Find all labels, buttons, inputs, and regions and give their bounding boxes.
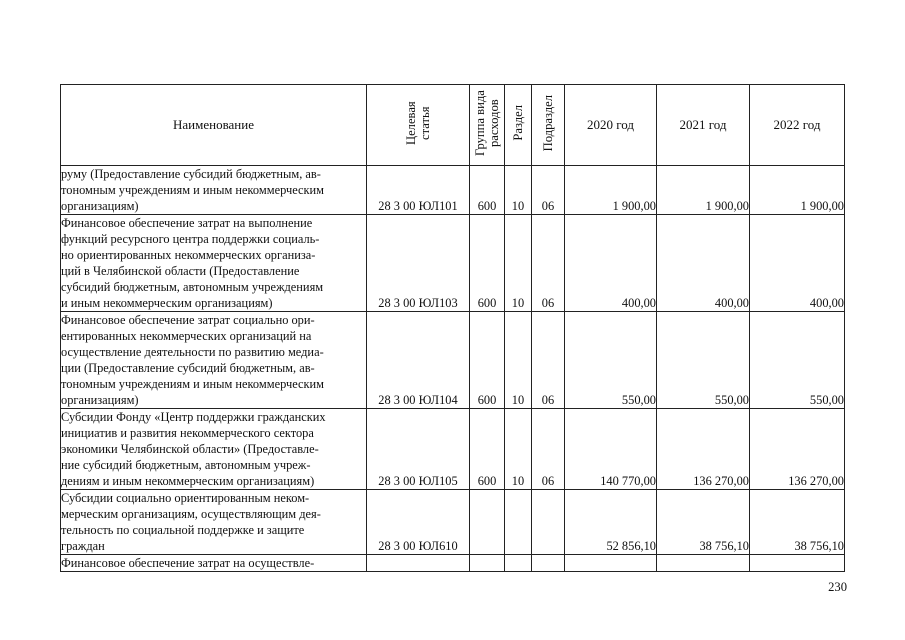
row-subsection: 06	[532, 409, 565, 490]
row-amount-2022: 550,00	[750, 312, 845, 409]
row-target-code: 28 3 00 ЮЛ103	[367, 215, 470, 312]
row-section: 10	[505, 409, 532, 490]
row-name-line: граждан	[61, 539, 105, 553]
row-name-cell	[61, 166, 367, 215]
row-name-line: осуществление деятельности по развитию медиа-	[61, 345, 324, 359]
table-row	[61, 409, 845, 490]
table-body	[61, 166, 845, 572]
row-name-line: ций в Челябинской области (Предоставление	[61, 264, 300, 278]
row-name-line: ние субсидий бюджетным, автономным учреж-	[61, 458, 311, 472]
header-section-cell	[505, 85, 532, 166]
header-year-2022: 2022 год	[750, 85, 845, 166]
row-subsection	[532, 490, 565, 555]
table-row	[61, 490, 845, 555]
row-name-line: ции (Предоставление субсидий бюджетным, ав-	[61, 361, 315, 375]
row-name-cell	[61, 409, 367, 490]
page-number: 230	[828, 580, 847, 594]
row-amount-2021: 1 900,00	[657, 166, 750, 215]
row-name-line: ентированных некоммерческих организаций на	[61, 329, 312, 343]
row-expense-group: 600	[470, 312, 505, 409]
row-expense-group	[470, 555, 505, 572]
row-name-line: организациям)	[61, 393, 139, 407]
row-name-line: руму (Предоставление субсидий бюджетным, ав-	[61, 167, 321, 181]
row-amount-2021: 136 270,00	[657, 409, 750, 490]
row-section	[505, 555, 532, 572]
row-amount-2021: 38 756,10	[657, 490, 750, 555]
header-expense-group: Группа вида расходов	[473, 90, 501, 156]
row-name-line: тономным учреждениям и иным некоммерческим	[61, 183, 324, 197]
header-name: Наименование	[61, 85, 367, 166]
row-subsection	[532, 555, 565, 572]
row-amount-2021	[657, 555, 750, 572]
row-name-line: инициатив и развития некоммерческого сектора	[61, 426, 314, 440]
row-amount-2020: 1 900,00	[565, 166, 657, 215]
row-target-code: 28 3 00 ЮЛ101	[367, 166, 470, 215]
row-target-code: 28 3 00 ЮЛ104	[367, 312, 470, 409]
row-name-line: функций ресурсного центра поддержки социаль-	[61, 232, 320, 246]
row-section	[505, 490, 532, 555]
row-section: 10	[505, 312, 532, 409]
row-amount-2020: 52 856,10	[565, 490, 657, 555]
row-name-line: Финансовое обеспечение затрат социально ори-	[61, 313, 315, 327]
header-subsection: Подраздел	[541, 94, 555, 152]
row-name-line: но ориентированных некоммерческих организа-	[61, 248, 316, 262]
header-year-2020: 2020 год	[565, 85, 657, 166]
table-row	[61, 555, 845, 572]
row-amount-2022: 400,00	[750, 215, 845, 312]
row-name-line: экономики Челябинской области» (Предоставле-	[61, 442, 319, 456]
row-name-line: организациям)	[61, 199, 139, 213]
row-target-code	[367, 555, 470, 572]
header-subsection-cell	[532, 85, 565, 166]
row-name-line: Субсидии социально ориентированным неком-	[61, 491, 310, 505]
row-name-line: Финансовое обеспечение затрат на осуществле-	[61, 556, 315, 570]
row-name-line: мерческим организациям, осуществляющим дея-	[61, 507, 321, 521]
table-row	[61, 312, 845, 409]
row-name-cell	[61, 555, 367, 572]
row-amount-2020: 140 770,00	[565, 409, 657, 490]
header-group-cell	[470, 85, 505, 166]
header-year-2021: 2021 год	[657, 85, 750, 166]
row-section: 10	[505, 215, 532, 312]
row-amount-2021: 550,00	[657, 312, 750, 409]
row-amount-2022: 38 756,10	[750, 490, 845, 555]
budget-table	[60, 84, 845, 572]
row-name-line: и иным некоммерческим организациям)	[61, 296, 273, 310]
row-amount-2020	[565, 555, 657, 572]
row-amount-2022	[750, 555, 845, 572]
row-name-line: тельность по социальной поддержке и защите	[61, 523, 305, 537]
row-amount-2021: 400,00	[657, 215, 750, 312]
header-section: Раздел	[511, 105, 525, 141]
row-target-code: 28 3 00 ЮЛ105	[367, 409, 470, 490]
row-target-code: 28 3 00 ЮЛ610	[367, 490, 470, 555]
row-expense-group: 600	[470, 215, 505, 312]
row-expense-group: 600	[470, 409, 505, 490]
row-subsection: 06	[532, 312, 565, 409]
row-name-line: субсидий бюджетным, автономным учреждениям	[61, 280, 324, 294]
table-header-row	[61, 85, 845, 166]
row-name-line: тономным учреждениям и иным некоммерческим	[61, 377, 324, 391]
row-name-line: дениям и иным некоммерческим организациям)	[61, 474, 315, 488]
row-subsection: 06	[532, 166, 565, 215]
header-target: Целевая статья	[404, 101, 432, 145]
row-amount-2022: 136 270,00	[750, 409, 845, 490]
row-name-line: Субсидии Фонду «Центр поддержки гражданских	[61, 410, 326, 424]
row-name-cell	[61, 215, 367, 312]
row-name-line: Финансовое обеспечение затрат на выполнение	[61, 216, 313, 230]
row-amount-2020: 400,00	[565, 215, 657, 312]
row-expense-group	[470, 490, 505, 555]
row-expense-group: 600	[470, 166, 505, 215]
row-name-cell	[61, 490, 367, 555]
row-amount-2022: 1 900,00	[750, 166, 845, 215]
table-row	[61, 215, 845, 312]
header-target-cell	[367, 85, 470, 166]
row-section: 10	[505, 166, 532, 215]
row-amount-2020: 550,00	[565, 312, 657, 409]
row-name-cell	[61, 312, 367, 409]
table-row	[61, 166, 845, 215]
row-subsection: 06	[532, 215, 565, 312]
